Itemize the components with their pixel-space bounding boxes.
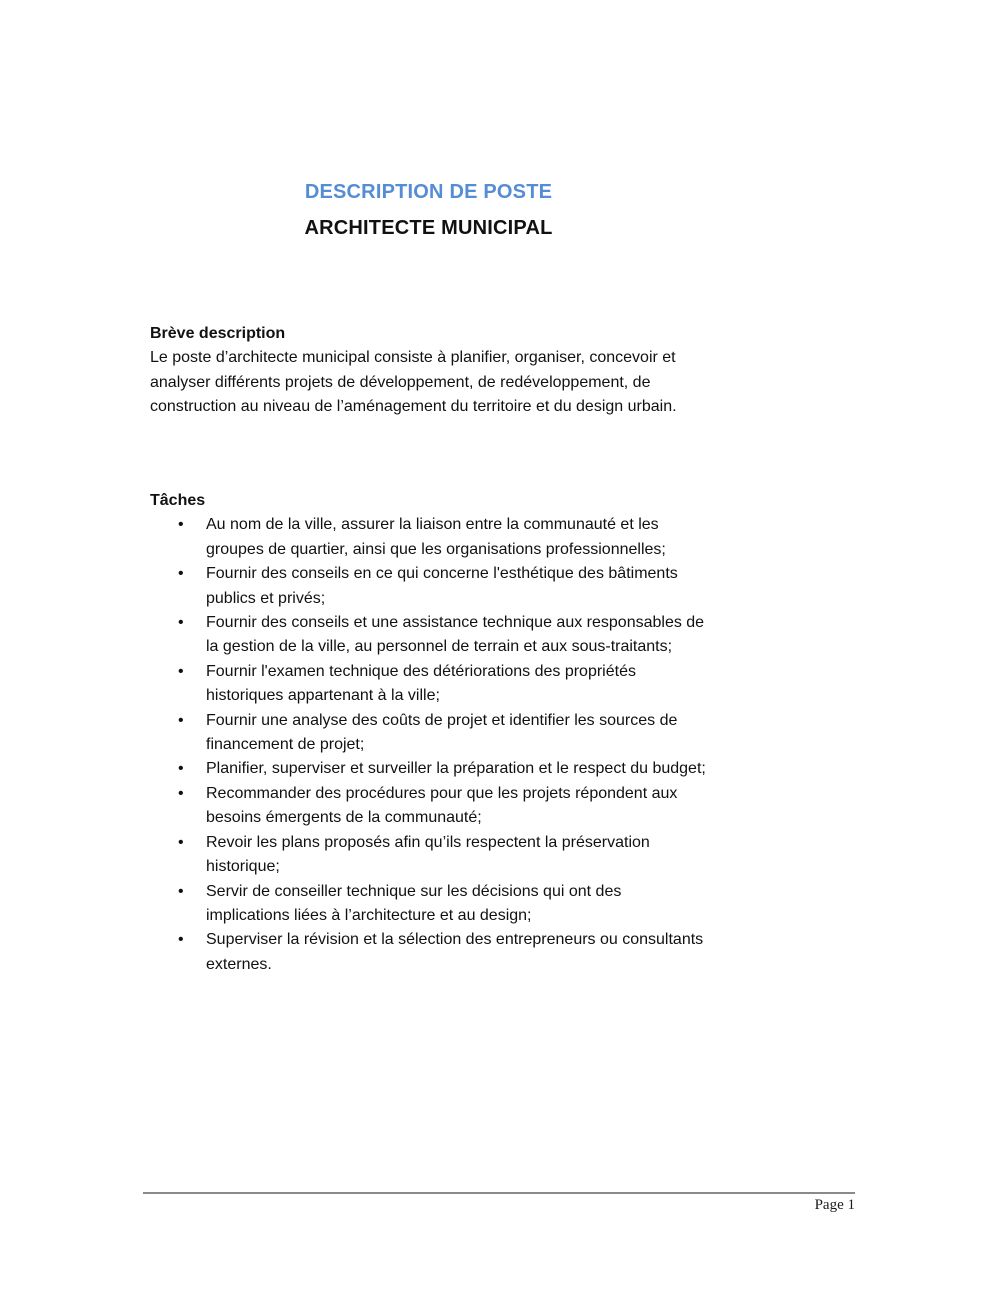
tasks-section (150, 489, 707, 977)
task-text: Revoir les plans proposés afin qu’ils respectent la préservation historique; (206, 833, 650, 876)
task-text: Servir de conseiller technique sur les décisions qui ont des implications liées à l’architecture et au design; (206, 882, 622, 924)
task-item (150, 562, 707, 611)
page-number: Page 1 (814, 1197, 855, 1213)
bullet-icon: • (178, 516, 184, 534)
bullet-icon: • (178, 565, 184, 583)
bullet-icon: • (178, 614, 184, 632)
task-item (150, 709, 707, 758)
task-item (150, 611, 707, 660)
tasks-list (150, 513, 707, 977)
task-item (150, 757, 707, 781)
task-item (150, 660, 707, 709)
bullet-icon: • (178, 662, 184, 680)
bullet-icon: • (178, 931, 184, 949)
tasks-heading: Tâches (150, 492, 206, 509)
task-item (150, 880, 707, 929)
task-text: Recommander des procédures pour que les projets répondent aux besoins émergents de la communauté; (206, 784, 678, 827)
bullet-icon: • (178, 711, 184, 729)
task-text: Fournir des conseils et une assistance technique aux responsables de la gestion de la ville, au personnel de terrain et aux sous-traitants; (206, 614, 705, 656)
task-text: Superviser la révision et la sélection des entrepreneurs ou consultants externes. (206, 931, 704, 973)
task-text: Fournir l'examen technique des détériorations des propriétés historiques appartenant à la ville; (206, 662, 636, 705)
document-title: DESCRIPTION DE POSTE (304, 181, 553, 203)
task-item (150, 782, 707, 831)
task-text: Au nom de la ville, assurer la liaison entre la communauté et les groupes de quartier, ainsi que les organisations professionnelles; (206, 516, 666, 558)
task-text: Fournir une analyse des coûts de projet et identifier les sources de financement de projet; (206, 711, 678, 754)
task-item (150, 513, 707, 562)
bullet-icon: • (178, 760, 184, 778)
brief-description-heading: Brève description (150, 325, 286, 342)
footer-divider (143, 1192, 855, 1194)
brief-description-section (150, 322, 707, 420)
task-text: Fournir des conseils en ce qui concerne l'esthétique des bâtiments publics et privés; (206, 565, 678, 607)
task-text: Planifier, superviser et surveiller la préparation et le respect du budget; (206, 760, 706, 778)
bullet-icon: • (178, 784, 184, 802)
document-subtitle: ARCHITECTE MUNICIPAL (304, 217, 553, 239)
task-item (150, 831, 707, 880)
bullet-icon: • (178, 882, 184, 900)
title-block (150, 174, 707, 246)
brief-description-text: Le poste d’architecte municipal consiste à planifier, organiser, concevoir et analyser différents projets de développement, de redéveloppement, de construction au niveau de l’aménagement du territoire et du design urbain. (150, 349, 677, 416)
task-item (150, 928, 707, 977)
bullet-icon: • (178, 833, 184, 851)
